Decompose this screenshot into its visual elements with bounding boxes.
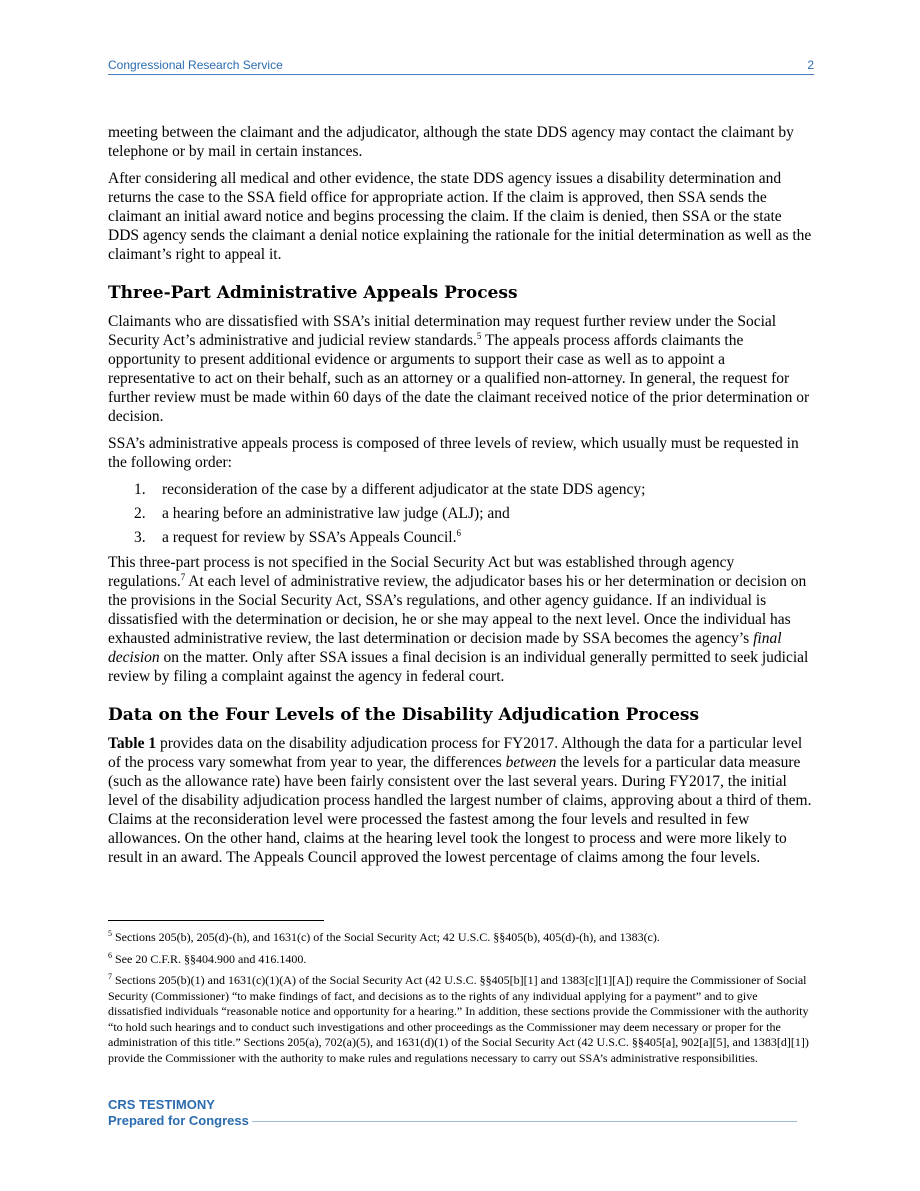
footnote-number: 6	[108, 950, 112, 960]
footnote-number: 5	[108, 929, 112, 938]
footnote-text: See 20 C.F.R. §§404.900 and 416.1400.	[112, 951, 307, 966]
footnote-text: Sections 205(b)(1) and 1631(c)(1)(A) of the Social Security Act (42 U.S.C. §§405[b][1] and 1383[c][1][A]) require the Commissioner of Social Security (Commissioner) “to make findings of fact, and decisions as to the rights of any individual applying for a payment” and to give dissatisfied individuals “reasonable notice and opportunity for a hearing.” In addition, these sections provide the Commissioner with the authority “to hold such hearings and to conduct such investigations and other proceedings as the Commissioner may deem necessary or proper for the administration of this title.” Sections 205(a), 702(a)(5), and 1631(d)(1) of the Social Security Act (42 U.S.C. §§405[a], 902[a][5], and 1383[d][1]) provide the Commissioner with the authority to make rules and regulations necessary to carry out SSA’s administrative responsibilities.	[108, 973, 809, 1065]
paragraph: SSA’s administrative appeals process is composed of three levels of review, which usually must be requested in the following order:	[108, 435, 799, 471]
list-number: 1.	[134, 481, 146, 498]
footer-branding	[108, 1097, 249, 1129]
text: This three-part process is not specified in the Social Security Act but was established through agency regulations.	[108, 554, 735, 590]
footnote	[108, 930, 814, 946]
text: provides data on the disability adjudication process for FY2017. Although the data for a particular level of the process vary somewhat from year to year, the differences	[108, 735, 803, 771]
footnote-text: Sections 205(b), 205(d)-(h), and 1631(c) of the Social Security Act; 42 U.S.C. §§405(b), 405(d)-(h), and 1383(c).	[112, 930, 660, 944]
paragraph: meeting between the claimant and the adjudicator, although the state DDS agency may contact the claimant by telephone or by mail in certain instances.	[108, 124, 794, 160]
footer-divider	[252, 1121, 797, 1122]
table-reference-link[interactable]: Table 1	[108, 735, 157, 752]
list-item	[108, 528, 814, 547]
page-header	[108, 58, 814, 74]
footer-subtitle: Prepared for Congress	[108, 1113, 249, 1128]
list-text: a request for review by SSA’s Appeals Council.	[162, 529, 457, 546]
emphasis-text: between	[505, 754, 557, 771]
list-text: reconsideration of the case by a different adjudicator at the state DDS agency;	[162, 481, 646, 498]
footnote-ref-link[interactable]: 5	[476, 330, 482, 341]
footnote	[108, 973, 814, 1066]
paragraph	[108, 734, 814, 867]
paragraph	[108, 553, 814, 686]
text: The appeals process affords claimants the opportunity to present additional evidence or arguments to support their case as well as to appoint a representative to act on their behalf, such as an attorney or a qualified non-attorney. In general, the request for further review must be made within 60 days of the date the claimant received notice of the prior determination or decision.	[108, 332, 810, 425]
footnote-ref-link[interactable]: 6	[456, 527, 461, 538]
header-source: Congressional Research Service	[108, 58, 283, 72]
page-number: 2	[807, 58, 814, 72]
paragraph	[108, 312, 814, 426]
text: At each level of administrative review, the adjudicator bases his or her determination or decision on the provisions in the Social Security Act, SSA’s regulations, and other agency guidance. If an individual is dissatisfied with the determination or decision, he or she may appeal to the next level. Once the individual has exhausted administrative review, the last determination or decision made by SSA becomes the agency’s	[108, 573, 807, 647]
footnote-divider	[108, 920, 324, 921]
footnotes	[108, 930, 814, 1072]
emphasis-text: final decision	[108, 630, 782, 666]
footnote-ref-link[interactable]: 7	[180, 571, 186, 582]
list-number: 3.	[134, 529, 146, 546]
paragraph: After considering all medical and other evidence, the state DDS agency issues a disability determination and returns the case to the SSA field office for appropriate action. If the claim is approved, then SSA sends the claimant an initial award notice and begins processing the claim. If the claim is denied, then SSA or the state DDS agency sends the claimant a denial notice explaining the rationale for the initial determination as well as the claimant’s right to appeal it.	[108, 170, 812, 263]
list-item	[108, 504, 814, 523]
page-body	[108, 123, 814, 875]
footnote-number: 7	[108, 972, 112, 981]
text: the levels for a particular data measure (such as the allowance rate) have been fairly consistent over the last several years. During FY2017, the initial level of the disability adjudication process handled the largest number of claims, approving about a third of them. Claims at the reconsideration level were processed the fastest among the four levels and resulted in few allowances. On the other hand, claims at the hearing level took the longest to process and were more likely to result in an award. The Appeals Council approved the lowest percentage of claims among the four levels.	[108, 754, 812, 866]
list-item	[108, 480, 814, 499]
list-text: a hearing before an administrative law judge (ALJ); and	[162, 505, 510, 522]
text: on the matter. Only after SSA issues a final decision is an individual generally permitted to seek judicial review by filing a complaint against the agency in federal court.	[108, 649, 809, 685]
footnote	[108, 952, 814, 968]
list-number: 2.	[134, 505, 146, 522]
section-heading: Three-Part Administrative Appeals Process	[108, 283, 518, 303]
text: Claimants who are dissatisfied with SSA’s initial determination may request further review under the Social Security Act’s administrative and judicial review standards.	[108, 313, 777, 349]
section-heading: Data on the Four Levels of the Disability Adjudication Process	[108, 705, 700, 725]
header-divider	[108, 74, 814, 75]
numbered-list	[108, 480, 814, 547]
footer-title: CRS TESTIMONY	[108, 1097, 215, 1112]
